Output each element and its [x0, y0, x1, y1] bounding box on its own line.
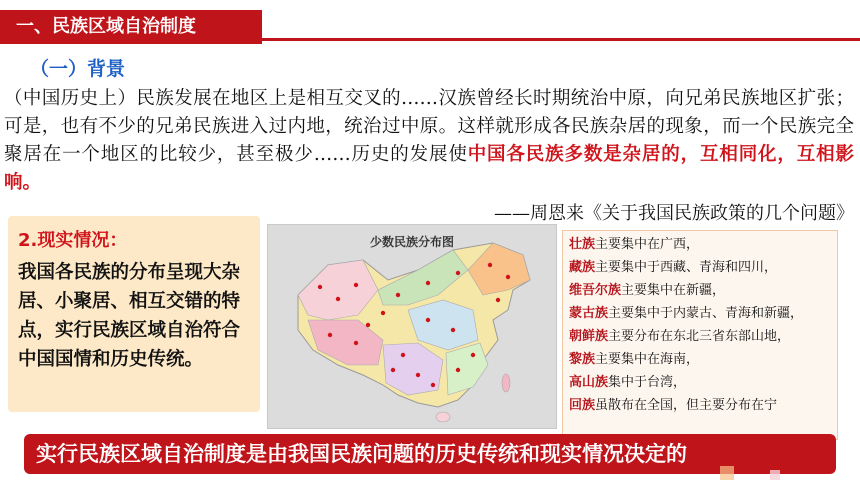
ethnic-name: 回族	[569, 398, 596, 413]
ethnic-name: 蒙古族	[569, 306, 609, 321]
ethnic-text: 主要集中在新疆，	[621, 283, 726, 298]
list-item	[569, 325, 831, 348]
reality-box	[8, 216, 260, 412]
map-title: 少数民族分布图	[369, 235, 454, 249]
decorative-square	[770, 470, 780, 480]
list-item	[569, 394, 831, 417]
china-map-graphic	[268, 225, 557, 429]
ethnic-text: 集中于台湾，	[608, 375, 687, 390]
ethnic-text: 主要分布在东北三省东部山地，	[608, 329, 791, 344]
distribution-list	[562, 230, 838, 440]
section-title: 一、民族区域自治制度	[0, 10, 262, 44]
ethnic-distribution-map	[267, 224, 557, 429]
ethnic-name: 朝鲜族	[569, 329, 609, 344]
ethnic-text: 主要集中于内蒙古、青海和新疆，	[608, 306, 804, 321]
decorative-square	[720, 466, 734, 480]
conclusion-banner: 实行民族区域自治制度是由我国民族问题的历史传统和现实情况决定的	[24, 434, 836, 474]
ethnic-text: 主要集中在广西，	[595, 237, 700, 252]
list-item	[569, 279, 831, 302]
quote-highlight: 中国各民族多数是杂居的，互相同化，互相影响。	[4, 144, 854, 193]
list-item	[569, 256, 831, 279]
ethnic-name: 藏族	[569, 260, 596, 275]
ethnic-text: 虽散布在全国，但主要分布在宁	[595, 398, 778, 413]
list-item	[569, 302, 831, 325]
quote-text: （中国历史上）民族发展在地区上是相互交叉的……汉族曾经长时期统治中原，向兄弟民族地区扩张；可是，也有不少的兄弟民族进入过内地，统治过中原。这样就形成各民族杂居的现象，而一个民族完全聚居在一个地区的比较少，甚至极少……历史的发展使	[4, 88, 854, 165]
list-item	[569, 371, 831, 394]
ethnic-name: 黎族	[569, 352, 596, 367]
ethnic-text: 主要集中于西藏、青海和四川，	[595, 260, 778, 275]
quote-attribution: ——周恩来《关于我国民族政策的几个问题》	[494, 203, 854, 224]
ethnic-name: 维吾尔族	[569, 283, 622, 298]
title-underline	[262, 38, 860, 41]
ethnic-name: 壮族	[569, 237, 596, 252]
subheading: （一）背景	[30, 58, 126, 80]
ethnic-text: 主要集中在海南，	[595, 352, 700, 367]
list-item	[569, 233, 831, 256]
reality-title: 2.现实情况：	[18, 230, 128, 251]
historical-quote	[4, 85, 854, 197]
ethnic-name: 高山族	[569, 375, 609, 390]
list-item	[569, 348, 831, 371]
reality-body: 我国各民族的分布呈现大杂居、小聚居、相互交错的特点，实行民族区域自治符合中国国情和历史传统。	[18, 262, 241, 370]
